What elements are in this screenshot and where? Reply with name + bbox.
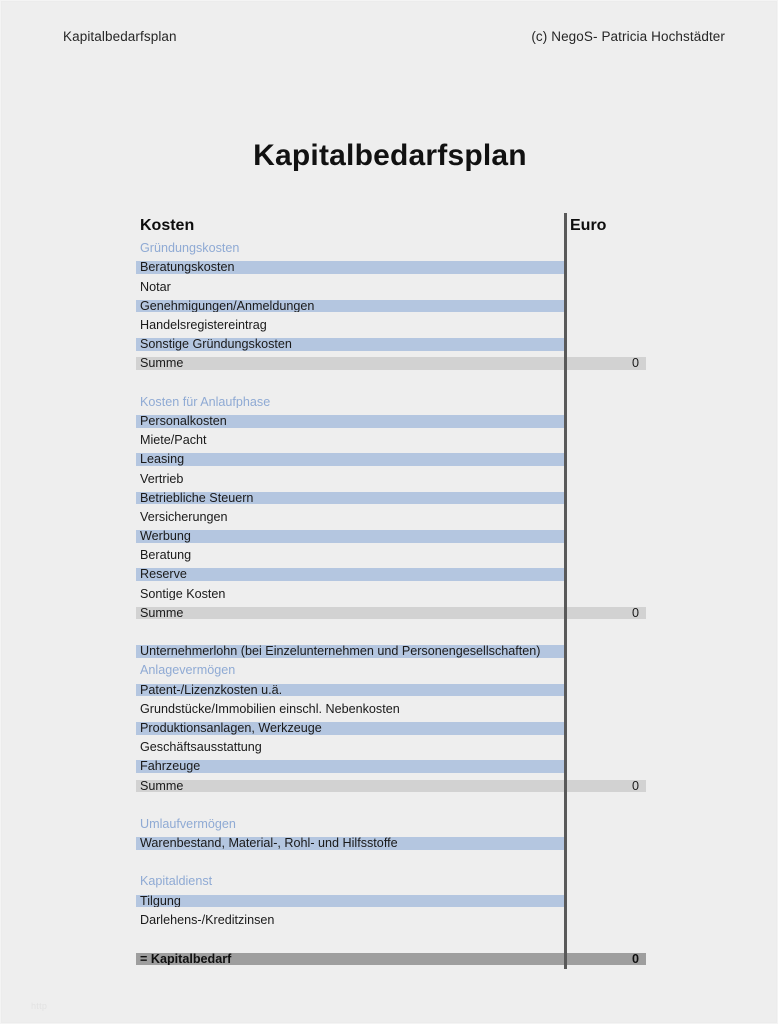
row-label: Beratung: [136, 549, 564, 562]
row-label: Genehmigungen/Anmeldungen: [136, 300, 564, 313]
row-label: Warenbestand, Material-, Rohl- und Hilfsstoffe: [136, 837, 564, 850]
table-row: [136, 565, 646, 584]
row-label: Sontige Kosten: [136, 588, 564, 601]
row-label: Vertrieb: [136, 473, 564, 486]
row-label: Kosten für Anlaufphase: [140, 395, 271, 409]
table-row: [136, 258, 646, 277]
kapitalbedarfsplan-table: [136, 213, 646, 969]
table-row: [136, 488, 646, 507]
row-label: Kosten: [140, 218, 195, 234]
page-title: Kapitalbedarfsplan: [253, 139, 527, 172]
section-header-row: [136, 815, 646, 834]
table-row: [136, 316, 646, 335]
table-row: [136, 911, 646, 930]
table-row: [136, 450, 646, 469]
row-label: Beratungskosten: [136, 261, 564, 274]
header-left-text: Kapitalbedarfsplan: [63, 29, 177, 44]
row-label: Summe: [136, 780, 564, 793]
section-header-row: [136, 872, 646, 891]
table-row: [136, 891, 646, 910]
row-label: Unternehmerlohn (bei Einzelunternehmen und Personengesellschaften): [136, 645, 564, 658]
table-row: [136, 527, 646, 546]
row-label: Darlehens-/Kreditzinsen: [136, 914, 564, 927]
header-right-copyright: (c) NegoS- Patricia Hochstädter: [531, 29, 725, 44]
row-label: Summe: [136, 607, 564, 620]
table-row: [136, 719, 646, 738]
table-row: [136, 757, 646, 776]
row-label: Gründungskosten: [140, 242, 240, 255]
row-label: Betriebliche Steuern: [136, 492, 564, 505]
row-label: Leasing: [136, 453, 564, 466]
section-header-row: [136, 661, 646, 680]
section-header-row: [136, 239, 646, 258]
row-label: Miete/Pacht: [136, 434, 564, 447]
spacer-row: [136, 373, 646, 392]
sum-row: [136, 354, 646, 373]
row-label: Kapitaldienst: [140, 875, 213, 889]
table-row: [136, 738, 646, 757]
row-label: Grundstücke/Immobilien einschl. Nebenkosten: [136, 703, 564, 716]
row-label: Personalkosten: [136, 415, 564, 428]
table-row: [136, 584, 646, 603]
row-label: Versicherungen: [136, 511, 564, 524]
row-label: Geschäftsausstattung: [136, 741, 564, 754]
row-value: 0: [564, 780, 646, 793]
table-row: [136, 431, 646, 450]
table-row: [136, 834, 646, 853]
row-label: Anlagevermögen: [140, 664, 236, 678]
row-value: Euro: [570, 217, 607, 234]
row-label: Summe: [136, 357, 564, 370]
row-label: Tilgung: [136, 895, 564, 908]
row-value: 0: [564, 607, 646, 620]
row-label: Umlaufvermögen: [140, 817, 236, 831]
running-header: [63, 29, 725, 44]
row-label: Sonstige Gründungskosten: [136, 338, 564, 351]
row-value: 0: [564, 357, 646, 370]
table-row: [136, 546, 646, 565]
row-value: 0: [564, 953, 646, 966]
total-row: [136, 949, 646, 969]
table-row: [136, 508, 646, 527]
spacer-row: [136, 930, 646, 949]
spacer-row: [136, 795, 646, 814]
table-row: [136, 412, 646, 431]
watermark-text: http: [31, 1001, 48, 1011]
row-label: = Kapitalbedarf: [136, 953, 564, 966]
table-header-row: [136, 213, 646, 239]
row-label: Werbung: [136, 530, 564, 543]
table-row: [136, 680, 646, 699]
sum-row: [136, 776, 646, 795]
row-label: Reserve: [136, 568, 564, 581]
row-label: Notar: [136, 281, 564, 294]
sum-row: [136, 604, 646, 623]
section-header-row: [136, 393, 646, 412]
table-row: [136, 297, 646, 316]
table-row: [136, 469, 646, 488]
table-row: [136, 335, 646, 354]
row-label: Patent-/Lizenzkosten u.ä.: [136, 684, 564, 697]
table-row: [136, 642, 646, 661]
row-label: Produktionsanlagen, Werkzeuge: [136, 722, 564, 735]
table-row: [136, 700, 646, 719]
row-label: Fahrzeuge: [136, 760, 564, 773]
spacer-row: [136, 853, 646, 872]
table-body: [136, 213, 646, 969]
table-row: [136, 277, 646, 296]
row-label: Handelsregistereintrag: [136, 319, 564, 332]
spacer-row: [136, 623, 646, 642]
column-divider: [564, 213, 567, 969]
